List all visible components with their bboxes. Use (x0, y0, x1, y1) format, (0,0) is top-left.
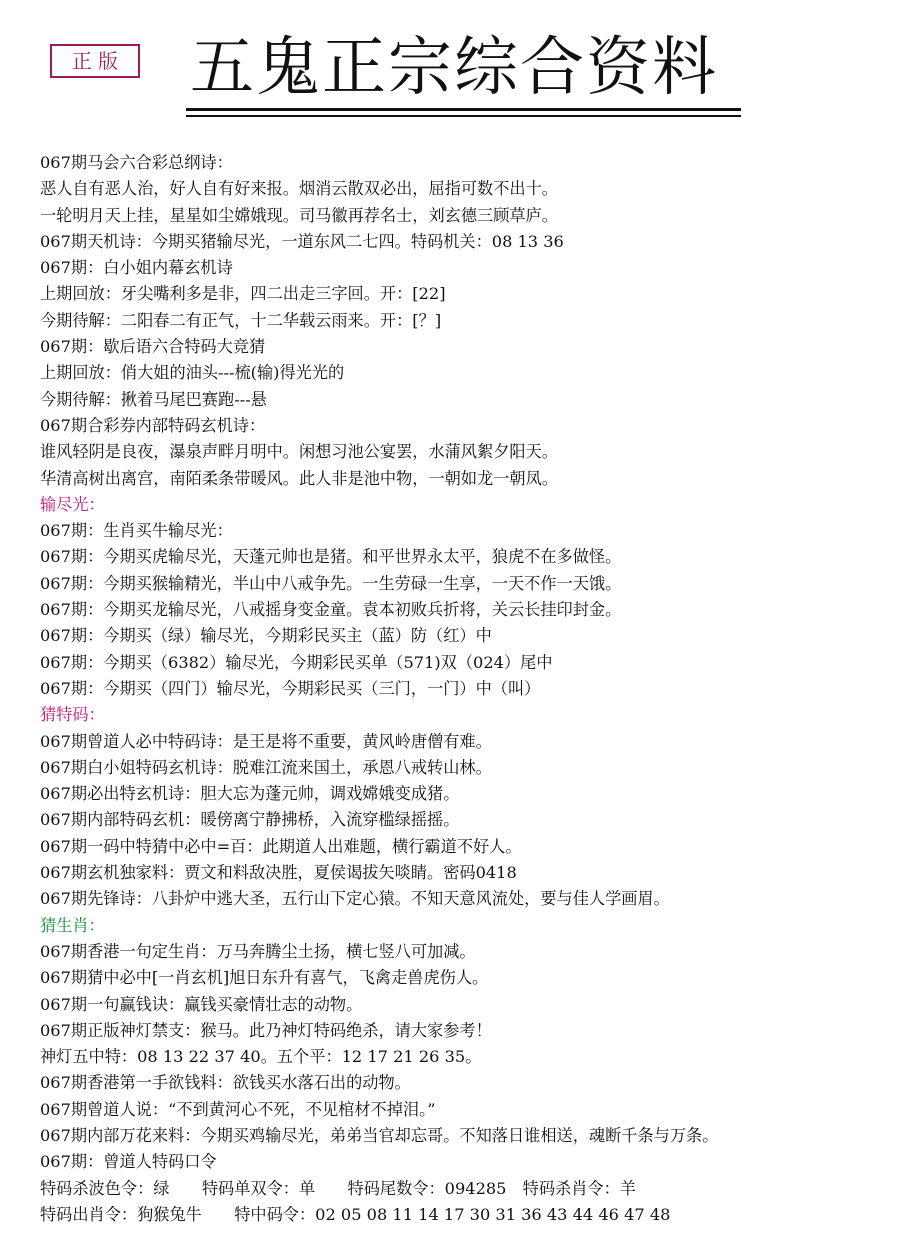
text-line: 067期：曾道人特码口令 (40, 1152, 217, 1172)
text-line: 067期内部特码玄机：暖傍离宁静拂桥，入流穿槛绿摇摇。 (40, 810, 460, 830)
genuine-badge: 正 版 (50, 44, 140, 78)
text-line: 067期先锋诗：八卦炉中逃大圣，五行山下定心猿。不知天意风流处，要与佳人学画眉。 (40, 889, 670, 909)
title-underline-thin (186, 115, 741, 117)
text-line: 067期：今期买（四门）输尽光，今期彩民买（三门，一门）中（叫） (40, 678, 541, 698)
text-line: 067期曾道人说：“不到黄河心不死，不见棺材不掉泪。” (40, 1099, 436, 1119)
text-line: 067期香港一句定生肖：万马奔腾尘土扬，横七竖八可加减。 (40, 941, 476, 961)
text-line: 067期马会六合彩总纲诗： (40, 153, 233, 172)
page-title: 五鬼正宗综合资料 (190, 31, 718, 105)
text-line: 谁风轻阴是良夜，瀑泉声畔月明中。闲想习池公宴罢，水蒲风絮夕阳天。 (40, 442, 558, 462)
text-line: 今期待解：揪着马尾巴赛跑---悬 (40, 389, 267, 409)
text-line: 067期猜中必中[一肖玄机]旭日东升有喜气，飞禽走兽虎伤人。 (40, 968, 489, 988)
text-line: 067期必出特玄机诗：胆大忘为蓬元帅，调戏嫦娥变成猪。 (40, 784, 460, 804)
text-line: 067期：今期买（绿）输尽光，今期彩民买主（蓝）防（红）中 (40, 626, 492, 646)
text-line: 067期合彩券内部特码玄机诗： (40, 415, 266, 435)
text-line: 067期正版神灯禁支：猴马。此乃神灯特码绝杀，请大家参考！ (40, 1020, 492, 1040)
text-line: 067期一句赢钱诀：赢钱买豪情壮志的动物。 (40, 994, 363, 1014)
title-underline (186, 108, 741, 111)
document-body (40, 150, 885, 1228)
text-line: 特码出肖令：狗猴兔牛 特中码令：02 05 08 11 14 17 30 31 36 43 44 46 47 48 (40, 1204, 671, 1224)
text-line: 067期：歇后语六合特码大竞猜 (40, 337, 266, 357)
text-line: 067期天机诗：今期买猪输尽光，一道东风二七四。特码机关：08 13 36 (40, 231, 564, 251)
text-line: 067期：今期买（6382）输尽光，今期彩民买单（571)双（024）尾中 (40, 652, 553, 672)
text-line: 一轮明月天上挂，星星如尘嫦娥现。司马徽再荐名士，刘玄德三顾草庐。 (40, 205, 558, 225)
text-line: 067期曾道人必中特码诗：是王是将不重要，黄风岭唐僧有难。 (40, 731, 492, 751)
text-line: 067期玄机独家料：贾文和料敌决胜，夏侯谒拔矢啖睛。密码0418 (40, 863, 517, 883)
text-line: 华清高树出离宫，南陌柔条带暖风。此人非是池中物，一朝如龙一朝凤。 (40, 468, 558, 488)
text-line: 067期：今期买猴输精光，半山中八戒争先。一生劳碌一生享，一天不作一天饿。 (40, 573, 622, 593)
text-line: 067期香港第一手欲钱料：欲钱买水落石出的动物。 (40, 1073, 411, 1093)
text-line: 067期：今期买虎输尽光，天蓬元帅也是猪。和平世界永太平，狼虎不在多做怪。 (40, 547, 622, 567)
text-line: 上期回放：牙尖嘴利多是非，四二出走三字回。开：[22] (40, 284, 446, 304)
text-line: 067期一码中特猜中必中=百：此期道人出难题，横行霸道不好人。 (40, 836, 522, 856)
section-heading: 猜生肖： (40, 915, 105, 935)
text-line: 恶人自有恶人治，好人自有好来报。烟消云散双必出，屈指可数不出十。 (40, 179, 558, 199)
text-line: 067期白小姐特码玄机诗：脱难江流来国土，承恩八戒转山林。 (40, 757, 492, 777)
text-line: 上期回放：俏大姐的油头---梳(输)得光光的 (40, 363, 345, 383)
text-line: 特码杀波色令：绿 特码单双令：单 特码尾数令：094285 特码杀肖令：羊 (40, 1178, 636, 1198)
text-line: 067期：生肖买牛输尽光： (40, 521, 233, 541)
text-line: 067期：今期买龙输尽光，八戒摇身变金童。袁本初败兵折将，关云长挂印封金。 (40, 600, 622, 620)
section-heading: 输尽光： (40, 494, 105, 514)
text-line: 067期：白小姐内幕玄机诗 (40, 258, 233, 278)
text-line: 067期内部万花来料：今期买鸡输尽光，弟弟当官却忘哥。不知落日谁相送，魂断千条与万条。 (40, 1125, 719, 1145)
text-line: 神灯五中特：08 13 22 37 40。五个平：12 17 21 26 35。 (40, 1047, 482, 1067)
text-line: 今期待解：二阳春二有正气，十二华载云雨来。开：[？] (40, 310, 442, 330)
section-heading: 猜特码： (40, 705, 105, 725)
